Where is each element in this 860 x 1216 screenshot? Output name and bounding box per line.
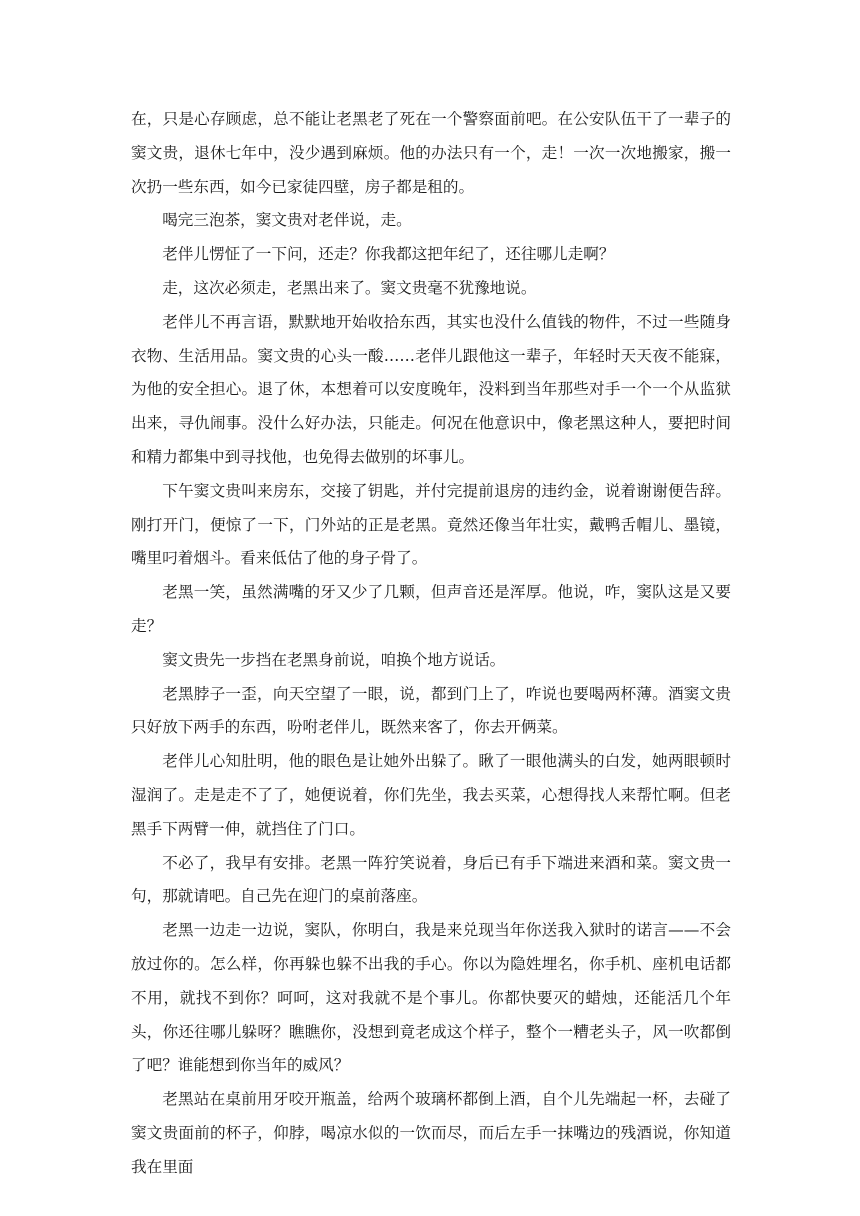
paragraph: 下午窦文贵叫来房东，交接了钥匙，并付完提前退房的违约金，说着谢谢便告辞。刚打开门，便惊了一下，门外站的正是老黑。竟然还像当年壮实，戴鸭舌帽儿、墨镜，嘴里叼着烟斗。看来低估了他的身子骨了。 (131, 481, 731, 568)
paragraph: 老伴儿不再言语，默默地开始收拾东西，其实也没什么值钱的物件，不过一些随身衣物、生活用品。窦文贵的心头一酸……老伴儿跟他这一辈子，年轻时天天夜不能寐，为他的安全担心。退了休，本想着可以安度晚年，没料到当年那些对手一个一个从监狱出来，寻仇闹事。没什么好办法，只能走。何况在他意识中，像老黑这种人，要把时间和精力都集中到寻找他，也免得去做别的坏事儿。 (131, 312, 731, 466)
paragraph: 老黑一边走一边说，窦队，你明白，我是来兑现当年你送我入狱时的诺言——不会放过你的。怎么样，你再躲也躲不出我的手心。你以为隐姓埋名，你手机、座机电话都不用，就找不到你？呵呵，这对我就不是个事儿。你都快要灭的蜡烛，还能活几个年头，你还往哪儿躲呀？瞧瞧你，没想到竟老成这个样子，整个一糟老头子，风一吹都倒了吧？谁能想到你当年的威风？ (131, 921, 731, 1075)
story-text (131, 103, 731, 1185)
paragraph: 窦文贵先一步挡在老黑身前说，咱换个地方说话。 (162, 650, 506, 669)
paragraph: 不必了，我早有安排。老黑一阵狞笑说着，身后已有手下端进来酒和菜。窦文贵一句，那就请吧。自己先在迎门的桌前落座。 (131, 853, 731, 906)
paragraph: 老伴儿心知肚明，他的眼色是让她外出躲了。瞅了一眼他满头的白发，她两眼顿时湿润了。走是走不了了，她便说着，你们先坐，我去买菜，心想得找人来帮忙啊。但老黑手下两臂一伸，就挡住了门口。 (131, 752, 731, 838)
paragraph: 在，只是心存顾虑，总不能让老黑老了死在一个警察面前吧。在公安队伍干了一辈子的窦文贵，退休七年中，没少遇到麻烦。他的办法只有一个，走！一次一次地搬家，搬一次扔一些东西，如今已家徒四壁，房子都是租的。 (131, 110, 731, 196)
paragraph: 喝完三泡茶，窦文贵对老伴说，走。 (162, 211, 412, 230)
paragraph: 老伴儿愣怔了一下问，还走？你我都这把年纪了，还往哪儿走啊？ (162, 245, 615, 264)
paragraph: 老黑脖子一歪，向天空望了一眼，说，都到门上了，咋说也要喝两杯薄。酒窦文贵只好放下两手的东西，吩咐老伴儿，既然来客了，你去开俩菜。 (131, 684, 731, 737)
paragraph: 走，这次必须走，老黑出来了。窦文贵毫不犹豫地说。 (162, 278, 537, 297)
paragraph: 老黑站在桌前用牙咬开瓶盖，给两个玻璃杯都倒上酒，自个儿先端起一杯，去碰了窦文贵面前的杯子，仰脖，喝凉水似的一饮而尽，而后左手一抹嘴边的残酒说，你知道我在里面 (131, 1090, 731, 1176)
paragraph: 老黑一笑，虽然满嘴的牙又少了几颗，但声音还是浑厚。他说，咋，窦队这是又要走？ (131, 583, 731, 635)
